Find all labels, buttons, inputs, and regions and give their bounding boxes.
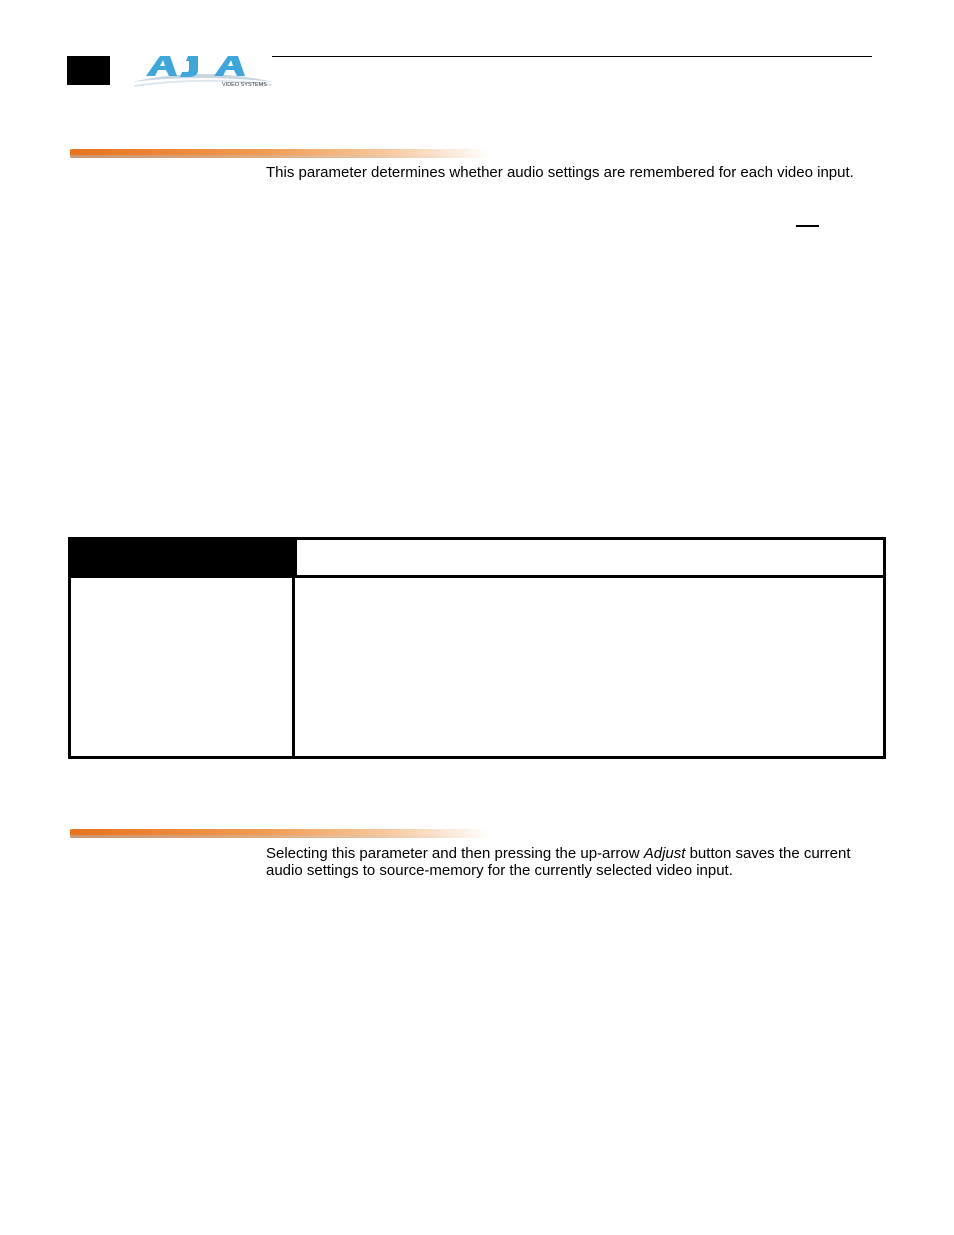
logo-letter-a1 [146,56,177,76]
section-2-text-before: Selecting this parameter and then pressing the up-arrow [266,845,644,862]
adjust-button-reference: Adjust [643,845,686,862]
aja-logo [130,52,275,90]
logo-subtext: VIDEO SYSTEMS [222,82,267,88]
underline-mark [796,225,819,227]
table-header-cell-right [294,540,883,575]
header-rule [272,56,872,57]
section-divider-bar-2 [70,829,490,838]
page-number-block [67,56,110,85]
table-header-cell-left [71,540,294,578]
settings-table [68,537,886,759]
table-column-divider [292,578,295,756]
logo-letter-j [180,56,198,77]
section-divider-bar [70,149,490,158]
section-1-paragraph: This parameter determines whether audio settings are remembered for each video input. [266,164,854,181]
table-header-divider [294,575,883,578]
logo-letter-a2 [214,56,245,76]
section-2-text-after: button saves the current audio settings to source-memory for the currently selected video input. [266,845,851,879]
section-2-paragraph [266,845,866,879]
logo-letters [146,56,245,77]
